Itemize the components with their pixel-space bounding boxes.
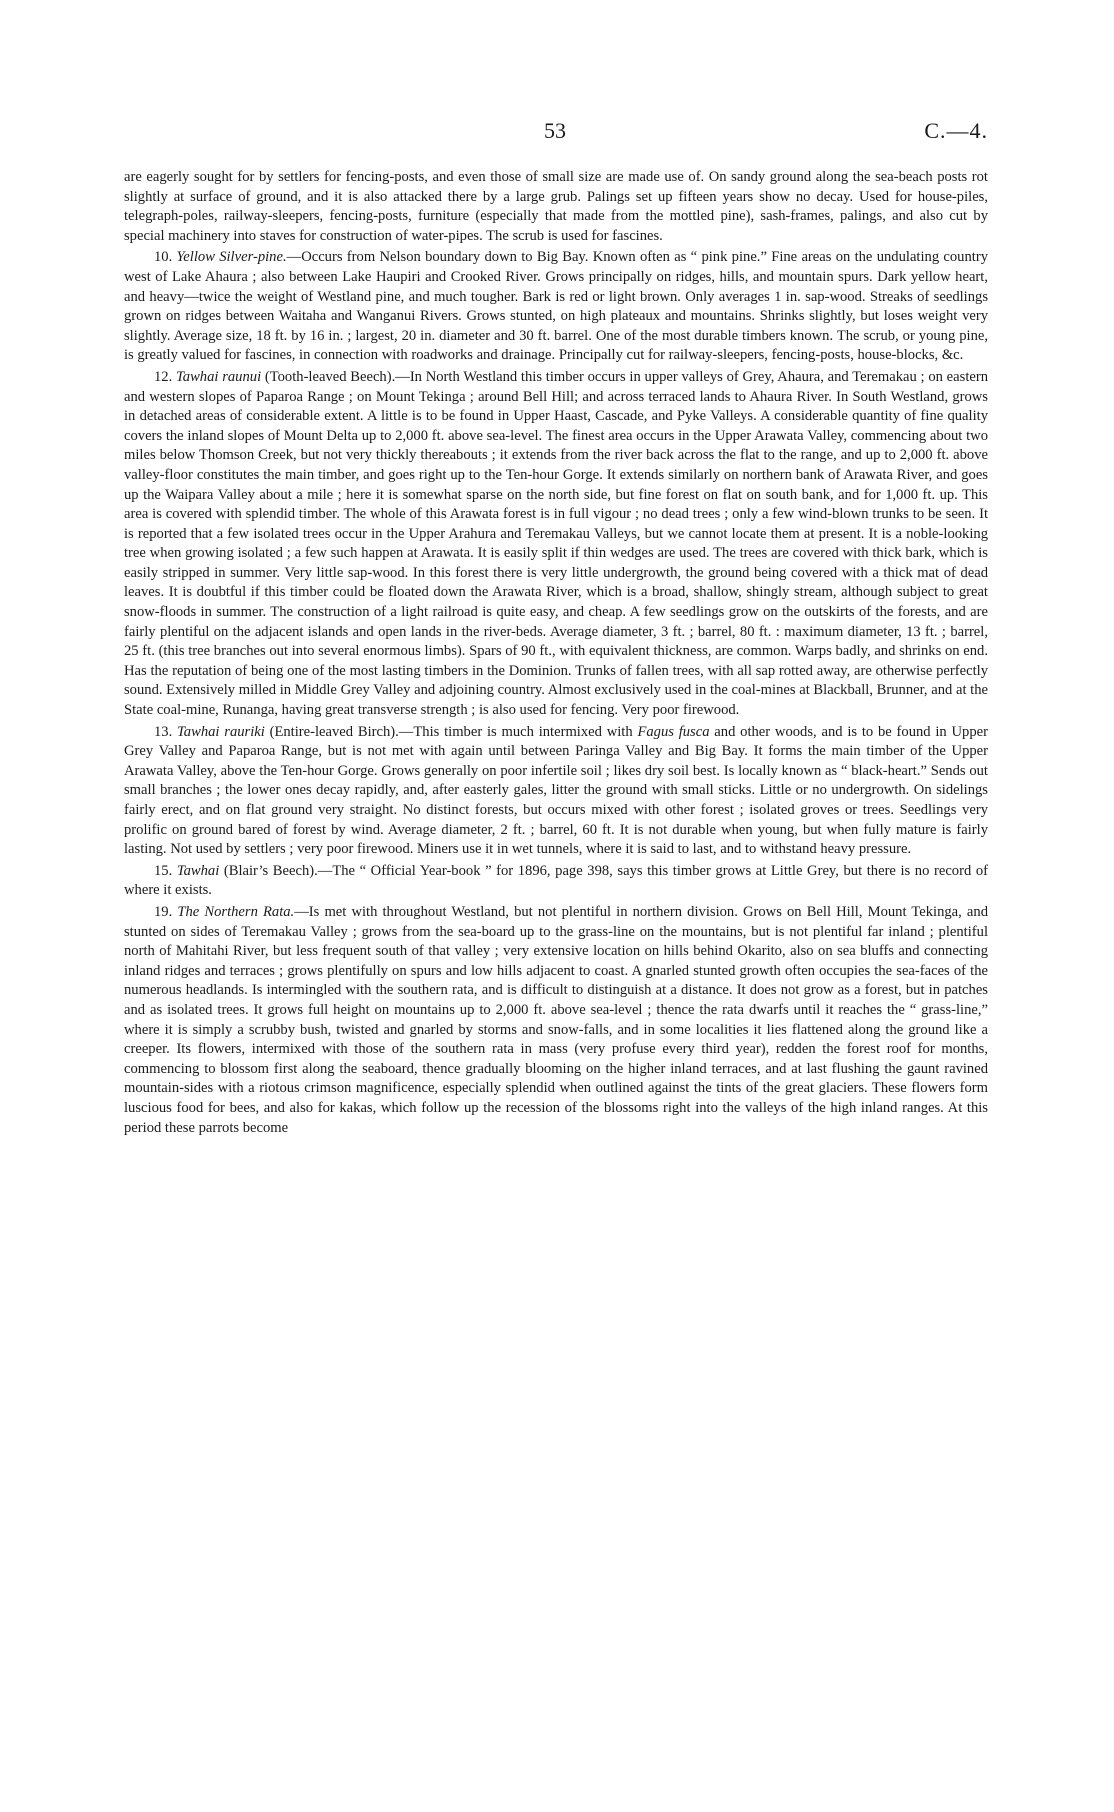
document-reference: C.—4. <box>924 118 988 143</box>
species-name: Tawhai rauriki <box>177 723 265 740</box>
species-name: The Northern Rata. <box>177 903 295 920</box>
species-name: Tawhai raunui <box>176 368 262 385</box>
paragraph-tawhai-raunui <box>124 368 988 721</box>
paragraph-text: —Is met with throughout Westland, but not plentiful in northern division. Grows on Bell Hill, Mount Tekinga, and stunted on sides of Teremakau Valley ; grows from the sea-board up to the grass-line on the mountains, but is not plentiful far inland ; plentiful north of Mahitahi River, but less frequent south of that valley ; very extensive location on hills behind Okarito, also on sea bluffs and connecting inland ridges and terraces ; grows plentifully on spurs and low hills adjacent to coast. A gnarled stunted growth often occupies the sea-faces of the numerous headlands. Is intermingled with the southern rata, and is difficult to distinguish at a distance. It does not grow as a forest, but in patches and as isolated trees. It grows full height on mountains up to 2,000 ft. above sea-level ; thence the rata dwarfs until it reaches the “ grass-line,” where it is simply a scrubby bush, twisted and gnarled by storms and snow-falls, and in some localities it lies flattened along the ground like a creeper. Its flowers, intermixed with those of the southern rata in mass (very profuse every third year), redden the forest roof for months, commencing to blossom first along the seaboard, thence gradually blooming on the higher inland terraces, and at last flushing the gaunt ravined mountain-sides with a riotous crimson magnificence, especially splendid when outlined against the tints of the great glaciers. These flowers form luscious food for bees, and also for kakas, which follow up the recession of the blossoms right into the valleys of the high inland ranges. At this period these parrots become <box>124 903 988 1136</box>
page-header <box>0 118 1114 148</box>
paragraph-tawhai <box>124 862 988 901</box>
paragraph-number: 10. <box>154 249 177 266</box>
paragraph-yellow-silver-pine <box>124 248 988 366</box>
species-name: Tawhai <box>176 862 220 879</box>
species-name-secondary: Fagus fusca <box>637 723 710 740</box>
paragraph-text: —Occurs from Nelson boundary down to Big Bay. Known often as “ pink pine.” Fine areas on the undulating country west of Lake Ahaura ; also between Lake Haupiri and Crooked River. Grows principally on ridges, hills, and mountain spurs. Dark yellow heart, and heavy—twice the weight of Westland pine, and much tougher. Bark is red or light brown. Only averages 1 in. sap-wood. Streaks of seedlings grown on ridges between Waitaha and Wanganui Rivers. Grows stunted, on high plateaux and mountains. Shrinks slightly, but loses weight very slightly. Average size, 18 ft. by 16 in. ; largest, 20 in. diameter and 30 ft. barrel. One of the most durable timbers known. The scrub, or young pine, is greatly valued for fascines, in connection with roadworks and drainage. Principally cut for railway-sleepers, fencing-posts, house-blocks, &c. <box>124 249 988 364</box>
paragraph-text: (Tooth-leaved Beech).—In North Westland this timber occurs in upper valleys of Grey, Ahaura, and Teremakau ; on eastern and western slopes of Paparoa Range ; on Mount Tekinga ; around Bell Hill; and across terraced lands to Ahaura River. In South Westland, grows in detached areas of considerable extent. A little is to be found in Upper Haast, Cascade, and Pyke Valleys. A considerable quantity of fine quality covers the inland slopes of Mount Delta up to 2,000 ft. above sea-level. The finest area occurs in the Upper Arawata Valley, commencing about two miles below Thomson Creek, but not very thickly thereabouts ; it extends from the river back across the flat to the range, and up to 2,000 ft. above valley-floor constitutes the main timber, and goes right up to the Ten-hour Gorge. It extends similarly on northern bank of Arawata River, and goes up the Waipara Valley about a mile ; here it is somewhat sparse on the north side, but fine forest on flat on south bank, and for 1,000 ft. up. This area is covered with splendid timber. The whole of this Arawata forest is in full vigour ; no dead trees ; only a few wind-blown trunks to be seen. It is reported that a few isolated trees occur in the Upper Arahura and Teremakau Valleys, but we cannot locate them at present. It is a noble-looking tree when growing isolated ; a few such happen at Arawata. It is easily split if thin wedges are used. The trees are covered with thick bark, which is easily stripped in summer. Very little sap-wood. In this forest there is very little undergrowth, the ground being covered with a thick mat of dead leaves. It is doubtful if this timber could be floated down the Arawata River, which is a broad, shallow, shingly stream, although subject to great snow-floods in summer. The construction of a light railroad is quite easy, and cheap. A few seedlings grow on the outskirts of the forests, and are fairly plentiful on the adjacent islands and open lands in the river-beds. Average diameter, 3 ft. ; barrel, 80 ft. : maximum diameter, 13 ft. ; barrel, 25 ft. (this tree branches out into several enormous limbs). Spars of 90 ft., with equivalent thickness, are common. Warps badly, and shrinks on end. Has the reputation of being one of the most lasting timbers in the Dominion. Trunks of fallen trees, with all sap rotted away, are otherwise perfectly sound. Extensively milled in Middle Grey Valley and adjoining country. Almost exclusively used in the coal-mines at Blackball, Brunner, and at the State coal-mine, Runanga, having great transverse strength ; is also used for fencing. Very poor firewood. <box>124 368 989 719</box>
paragraph-northern-rata <box>124 903 988 1138</box>
paragraph-number: 12. <box>154 368 176 385</box>
species-name: Yellow Silver-pine. <box>176 249 287 266</box>
paragraph-number: 13. <box>154 723 178 740</box>
paragraph-text: (Entire-leaved Birch).—This timber is much intermixed with <box>264 723 638 740</box>
paragraph-text: (Blair’s Beech).—The “ Official Year-book ” for 1896, page 398, says this timber grows at Little Grey, but there is no record of where it exists. <box>124 862 988 899</box>
paragraph-tawhai-rauriki <box>124 723 988 860</box>
body-text <box>124 168 988 1138</box>
paragraph-text: are eagerly sought for by settlers for fencing-posts, and even those of small size are made use of. On sandy ground along the sea-beach posts rot slightly at surface of ground, and it is also attacked there by a large grub. Palings set up fifteen years show no decay. Used for house-piles, telegraph-poles, railway-sleepers, fencing-posts, furniture (especially that made from the mottled pine), sash-frames, palings, and also cut by special machinery into staves for construction of water-pipes. The scrub is used for fascines. <box>124 169 988 244</box>
paragraph-continuation <box>124 168 988 246</box>
paragraph-text-continued: and other woods, and is to be found in Upper Grey Valley and Paparoa Range, but is not met with again until between Paringa Valley and Big Bay. It forms the main timber of the Upper Arawata Valley, above the Ten-hour Gorge. Grows generally on poor infertile soil ; likes dry soil best. Is locally known as “ black-heart.” Sends out small branches ; the lower ones decay rapidly, and, after easterly gales, litter the ground with small sticks. Little or no undergrowth. On sidelings fairly erect, and on flat ground very straight. No distinct forests, but occurs mixed with other forest ; isolated groves or trees. Seedlings very prolific on ground bared of forest by wind. Average diameter, 2 ft. ; barrel, 60 ft. It is not durable when young, but when fully mature is fairly lasting. Not used by settlers ; very poor firewood. Miners use it in wet tunnels, where it is said to last, and to withstand heavy pressure. <box>124 723 988 858</box>
paragraph-number: 15. <box>154 862 177 879</box>
page-number: 53 <box>544 118 566 143</box>
paragraph-number: 19. <box>154 903 178 920</box>
